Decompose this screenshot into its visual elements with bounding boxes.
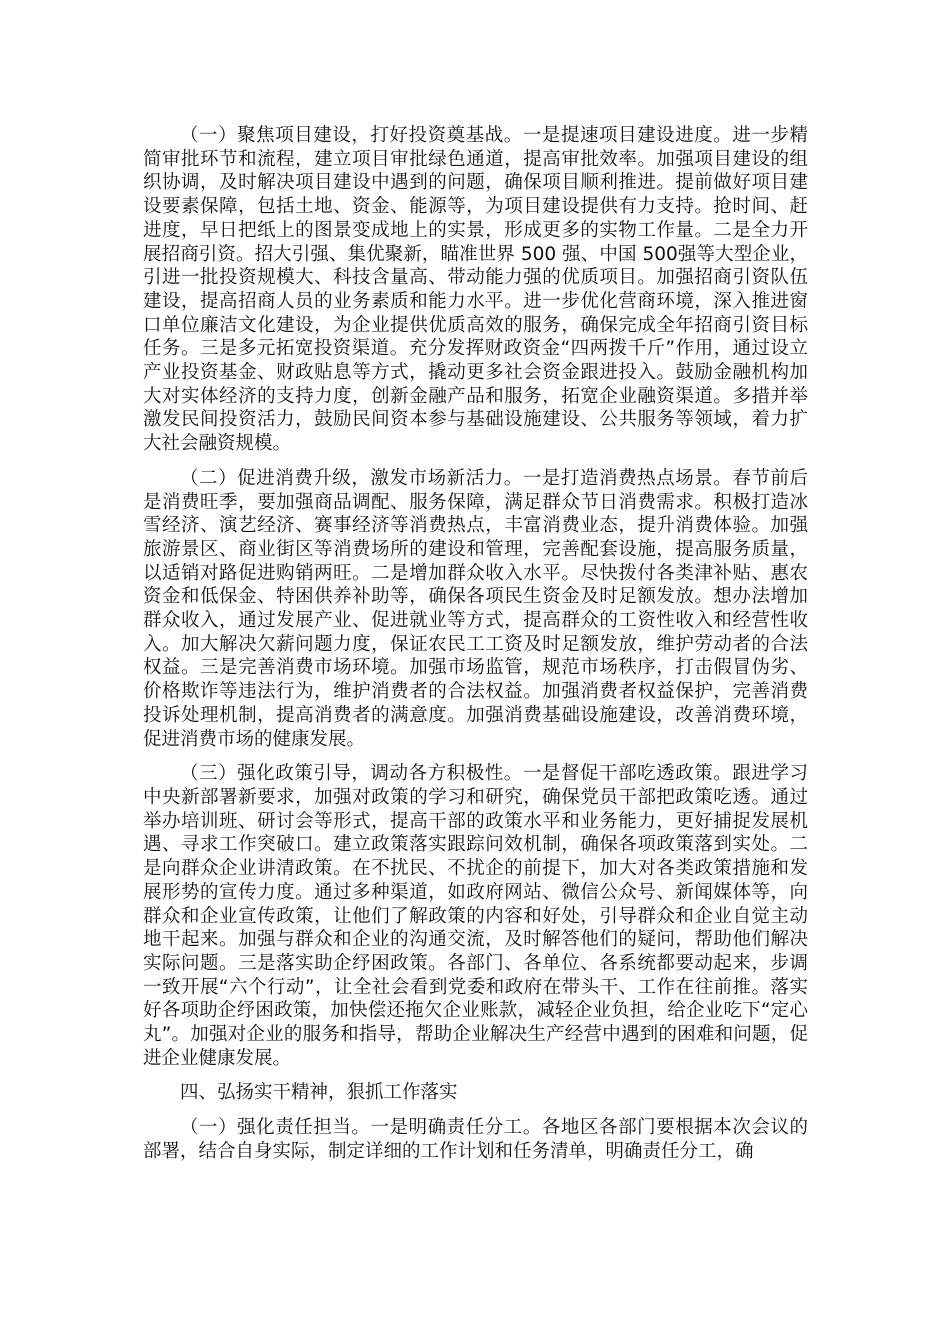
document-body <box>143 124 808 1175</box>
paragraph-project-construction: （一）聚焦项目建设，打好投资奠基战。一是提速项目建设进度。进一步精简审批环节和流程，建立项目审批绿色通道，提高审批效率。加强项目建设的组织协调，及时解决项目建设中遇到的问题，确保项目顺利推进。提前做好项目建设要素保障，包括土地、资金、能源等，为项目建设提供有力支持。抢时间、赶进度，早日把纸上的图景变成地上的实景，形成更多的实物工作量。二是全力开展招商引资。招大引强、集优聚新，瞄准世界 500 强、中国 500强等大型企业，引进一批投资规模大、科技含量高、带动能力强的优质项目。加强招商引资队伍建设，提高招商人员的业务素质和能力水平。进一步优化营商环境，深入推进窗口单位廉洁文化建设，为企业提供优质高效的服务，确保完成全年招商引资目标任务。三是多元拓宽投资渠道。充分发挥财政资金“四两拨千斤”作用，通过设立产业投资基金、财政贴息等方式，撬动更多社会资金跟进投入。鼓励金融机构加大对实体经济的支持力度，创新金融产品和服务，拓宽企业融资渠道。多措并举激发民间投资活力，鼓励民间资本参与基础设施建设、公共服务等领域，着力扩大社会融资规模。 <box>143 125 808 455</box>
paragraph-consumption-upgrade: （二）促进消费升级，激发市场新活力。一是打造消费热点场景。春节前后是消费旺季，要加强商品调配、服务保障，满足群众节日消费需求。积极打造冰雪经济、演艺经济、赛事经济等消费热点，丰富消费业态，提升消费体验。加强旅游景区、商业街区等消费场所的建设和管理，完善配套设施，提高服务质量，以适销对路促进购销两旺。二是增加群众收入水平。尽快拨付各类津补贴、惠农资金和低保金、特困供养补助等，确保各项民生资金及时足额发放。想办法增加群众收入，通过发展产业、促进就业等方式，提高群众的工资性收入和经营性收入。加大解决欠薪问题力度，保证农民工工资及时足额发放，维护劳动者的合法权益。三是完善消费市场环境。加强市场监管，规范市场秩序，打击假冒伪劣、价格欺诈等违法行为，维护消费者的合法权益。加强消费者权益保护，完善消费投诉处理机制，提高消费者的满意度。加强消费基础设施建设，改善消费环境，促进消费市场的健康发展。 <box>143 467 808 750</box>
paragraph-responsibility: （一）强化责任担当。一是明确责任分工。各地区各部门要根据本次会议的部署，结合自身实际，制定详细的工作计划和任务清单，明确责任分工，确 <box>143 1117 808 1162</box>
section-heading: 四、弘扬实干精神，狠抓工作落实 <box>180 1082 458 1104</box>
paragraph-policy-guidance: （三）强化政策引导，调动各方积极性。一是督促干部吃透政策。跟进学习中央新部署新要求，加强对政策的学习和研究，确保党员干部把政策吃透。通过举办培训班、研讨会等形式，提高干部的政策水平和业务能力，更好捕捉发展机遇、寻求工作突破口。建立政策落实跟踪问效机制，确保各项政策落到实处。二是向群众企业讲清政策。在不扰民、不扰企的前提下，加大对各类政策措施和发展形势的宣传力度。通过多种渠道，如政府网站、微信公众号、新闻媒体等，向群众和企业宣传政策，让他们了解政策的内容和好处，引导群众和企业自觉主动地干起来。加强与群众和企业的沟通交流，及时解答他们的疑问，帮助他们解决实际问题。三是落实助企纾困政策。各部门、各单位、各系统都要动起来，步调一致开展“六个行动”，让全社会看到党委和政府在带头干、工作在往前推。落实好各项助企纾困政策，加快偿还拖欠企业账款，减轻企业负担，给企业吃下“定心丸”。加强对企业的服务和指导，帮助企业解决生产经营中遇到的困难和问题，促进企业健康发展。 <box>143 763 808 1069</box>
